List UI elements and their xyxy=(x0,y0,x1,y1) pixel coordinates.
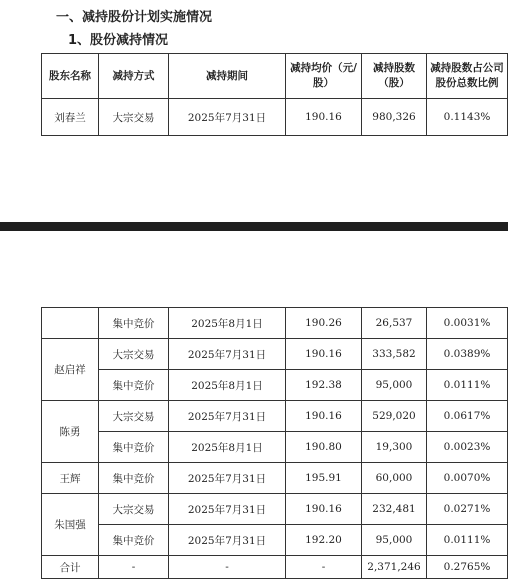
total-method: - xyxy=(99,556,169,579)
cell-holder: 赵启祥 xyxy=(42,339,99,401)
total-ratio: 0.2765% xyxy=(427,556,508,579)
table-header-row xyxy=(42,54,508,99)
cell-ratio: 0.0111% xyxy=(427,525,508,556)
cell-shares: 60,000 xyxy=(362,463,427,494)
cell-period: 2025年7月31日 xyxy=(169,463,286,494)
cell-holder: 王辉 xyxy=(42,463,99,494)
cell-method: 集中竞价 xyxy=(99,463,169,494)
cell-period: 2025年7月31日 xyxy=(169,99,286,136)
cell-method: 集中竞价 xyxy=(99,525,169,556)
cell-holder: 朱国强 xyxy=(42,494,99,556)
cell-shares: 232,481 xyxy=(362,494,427,525)
cell-ratio: 0.0389% xyxy=(427,339,508,370)
cell-method: 大宗交易 xyxy=(99,99,169,136)
cell-shares: 95,000 xyxy=(362,370,427,401)
total-shares: 2,371,246 xyxy=(362,556,427,579)
header-shares: 减持股数（股） xyxy=(362,54,427,99)
cell-holder xyxy=(42,308,99,339)
reduction-table-bottom xyxy=(41,307,508,579)
cell-ratio: 0.0111% xyxy=(427,370,508,401)
cell-method: 大宗交易 xyxy=(99,494,169,525)
table-row xyxy=(42,432,508,463)
cell-ratio: 0.0070% xyxy=(427,463,508,494)
cell-price: 190.80 xyxy=(286,432,362,463)
cell-method: 大宗交易 xyxy=(99,339,169,370)
table-row xyxy=(42,99,508,136)
cell-price: 192.38 xyxy=(286,370,362,401)
cell-period: 2025年8月1日 xyxy=(169,308,286,339)
total-price: - xyxy=(286,556,362,579)
total-row xyxy=(42,556,508,579)
cell-price: 192.20 xyxy=(286,525,362,556)
cell-shares: 980,326 xyxy=(362,99,427,136)
cell-method: 大宗交易 xyxy=(99,401,169,432)
cell-price: 190.16 xyxy=(286,494,362,525)
table-row xyxy=(42,401,508,432)
cell-period: 2025年8月1日 xyxy=(169,432,286,463)
total-label: 合计 xyxy=(42,556,99,579)
cell-shares: 19,300 xyxy=(362,432,427,463)
cell-price: 190.16 xyxy=(286,99,362,136)
cell-price: 190.16 xyxy=(286,401,362,432)
cell-shares: 529,020 xyxy=(362,401,427,432)
cell-period: 2025年7月31日 xyxy=(169,494,286,525)
cell-period: 2025年8月1日 xyxy=(169,370,286,401)
header-price: 减持均价（元/股） xyxy=(286,54,362,99)
cell-ratio: 0.0023% xyxy=(427,432,508,463)
table-row xyxy=(42,463,508,494)
cell-holder: 陈勇 xyxy=(42,401,99,463)
cell-ratio: 0.0271% xyxy=(427,494,508,525)
cell-price: 190.16 xyxy=(286,339,362,370)
cell-method: 集中竞价 xyxy=(99,432,169,463)
cell-method: 集中竞价 xyxy=(99,370,169,401)
cell-period: 2025年7月31日 xyxy=(169,401,286,432)
cell-ratio: 0.0617% xyxy=(427,401,508,432)
cell-holder: 刘春兰 xyxy=(42,99,99,136)
cell-ratio: 0.0031% xyxy=(427,308,508,339)
cell-shares: 26,537 xyxy=(362,308,427,339)
header-holder: 股东名称 xyxy=(42,54,99,99)
subsection-title: 1、股份减持情况 xyxy=(68,33,169,48)
cell-period: 2025年7月31日 xyxy=(169,339,286,370)
header-period: 减持期间 xyxy=(169,54,286,99)
table-row xyxy=(42,525,508,556)
table-row xyxy=(42,494,508,525)
cell-ratio: 0.1143% xyxy=(427,99,508,136)
page-break-divider xyxy=(0,222,508,231)
table-row xyxy=(42,370,508,401)
cell-price: 195.91 xyxy=(286,463,362,494)
table-row xyxy=(42,339,508,370)
cell-method: 集中竞价 xyxy=(99,308,169,339)
header-method: 减持方式 xyxy=(99,54,169,99)
cell-shares: 333,582 xyxy=(362,339,427,370)
cell-price: 190.26 xyxy=(286,308,362,339)
table-row xyxy=(42,308,508,339)
reduction-table-top xyxy=(41,53,508,136)
total-period: - xyxy=(169,556,286,579)
section-title: 一、减持股份计划实施情况 xyxy=(56,10,213,25)
header-ratio: 减持股数占公司股份总数比例 xyxy=(427,54,508,99)
cell-shares: 95,000 xyxy=(362,525,427,556)
cell-period: 2025年7月31日 xyxy=(169,525,286,556)
